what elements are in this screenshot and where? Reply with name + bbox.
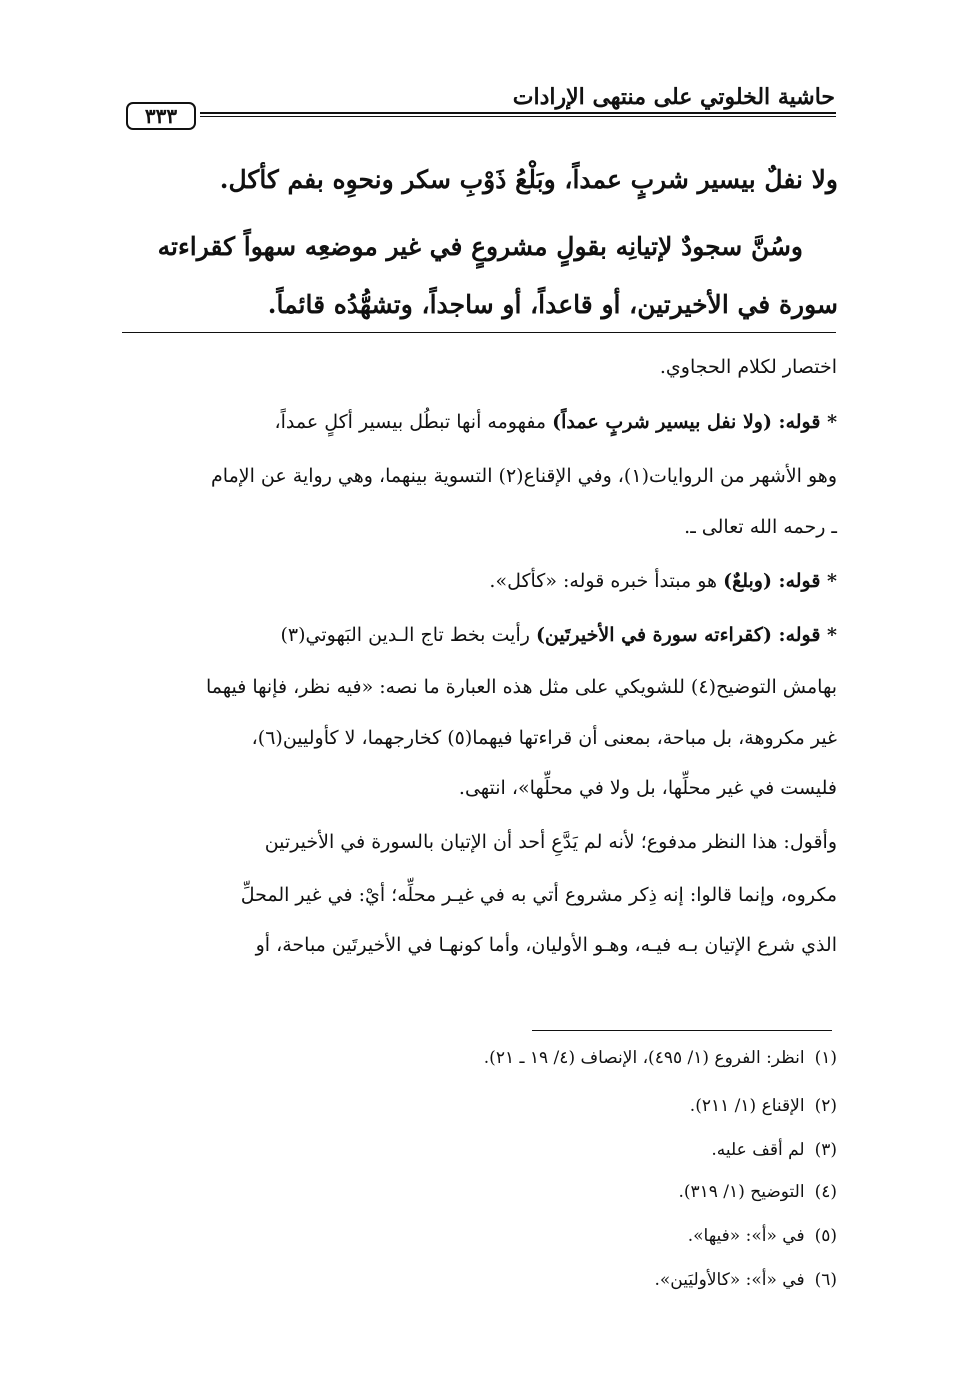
sharh-line-6: [281, 624, 838, 646]
sharh-line-11: [241, 884, 837, 906]
sharh-text: وهو الأشهر من الروايات(١)، وفي الإقناع(٢) التسوية بينهما، وهي رواية عن الإمام: [211, 465, 837, 487]
matn-line-3: سورة في الأخيرتين، أو قاعداً، أو ساجداً، وتشهُّدُه قائماً.: [267, 290, 838, 319]
footnote-number: (٦): [814, 1270, 837, 1290]
header-rule: [200, 112, 836, 117]
sharh-text: الذي شرع الإتيان بـه فيـه، وهـو الأوليان، وأما كونهـا في الأخيرتَين مباحة، أو: [255, 934, 837, 956]
footnote-number: (٢): [814, 1096, 837, 1116]
footnote-5: [688, 1226, 837, 1246]
footnote-text: انظر: الفروع (١/ ٤٩٥)، الإنصاف (٤/ ١٩ ـ ٢١).: [483, 1048, 805, 1068]
sharh-line-5: [489, 570, 837, 592]
footnote-text: في «أ»: «فيها».: [687, 1226, 805, 1246]
sharh-text: غير مكروهة، بل مباحة، بمعنى أن قراءتها فيهما(٥) كخارجهما، لا كأوليين(٦)،: [251, 727, 837, 749]
footnote-text: لم أقف عليه.: [711, 1140, 805, 1160]
footnote-number: (٤): [814, 1182, 837, 1202]
footnote-text: في «أ»: «كالأوليَين».: [654, 1270, 805, 1290]
page-number: ٣٣٣: [126, 102, 196, 130]
sharh-line-8: [252, 727, 837, 749]
sharh-text: هو مبتدأ خبره قوله: «كأكل».: [489, 570, 724, 592]
footnote-number: (٣): [814, 1140, 837, 1160]
running-header-title: حاشية الخلوتي على منتهى الإرادات: [512, 84, 835, 110]
sharh-text: ـ رحمه الله تعالى ـ.: [684, 516, 837, 538]
sharh-line-12: [256, 934, 837, 956]
sharh-lead: * قوله: (ولا نفل بيسير شربٍ عمداً): [552, 411, 837, 433]
sharh-line-1: [660, 356, 837, 378]
sharh-line-3: [211, 465, 837, 487]
sharh-line-9: [459, 777, 837, 799]
sharh-text: رأيت بخط تاج الـدين البَهوتي(٣): [280, 624, 536, 646]
matn-line-2: وسُنَّ سجودٌ لإتيانِه بقولٍ مشروعٍ في غير موضعِه سهواً كقراءته: [157, 232, 803, 261]
sharh-text: فليست في غير محلِّها، بل ولا في محلِّها»، انتهى.: [458, 777, 837, 799]
footnote-1: [484, 1048, 837, 1068]
sharh-line-7: [206, 676, 837, 698]
footnote-number: (١): [814, 1048, 837, 1068]
sharh-lead: * قوله: (كقراءته سورة في الأخيرتَين): [535, 624, 837, 646]
sharh-text: مكروه، وإنما قالوا: إنه ذِكر مشروع أتي به في غيـر محلِّه؛ أيْ: في غير المحلِّ: [240, 884, 837, 906]
footnote-number: (٥): [814, 1226, 837, 1246]
sharh-text: وأقول: هذا النظر مدفوع؛ لأنه لم يَدَّعِ أحد أن الإتيان بالسورة في الأخيرتين: [264, 831, 837, 853]
sharh-lead: * قوله: (وبلعٌ): [723, 570, 837, 592]
matn-separator-rule: [122, 332, 836, 333]
sharh-line-4: [684, 516, 837, 538]
sharh-line-10: [265, 831, 837, 853]
footnote-6: [654, 1270, 837, 1290]
footnote-text: الإقناع (١/ ٢١١).: [689, 1096, 805, 1116]
sharh-line-2: [274, 411, 837, 433]
footnote-2: [690, 1096, 837, 1116]
footnote-text: التوضيح (١/ ٣١٩).: [678, 1182, 805, 1202]
sharh-text: بهامش التوضيح(٤) للشويكي على مثل هذه العبارة ما نصه: «فيه نظر، فإنها فيهما: [205, 676, 837, 698]
footnote-3: [711, 1140, 837, 1160]
footnote-4: [678, 1182, 837, 1202]
sharh-text: اختصار لكلام الحجاوي.: [659, 356, 837, 378]
matn-line-1: ولا نفلٌ بيسير شربٍ عمداً، وبَلْعُ ذَوْبِ سكر ونحوِه بفم كأكل.: [219, 165, 838, 194]
footnote-separator-rule: [532, 1030, 832, 1031]
sharh-text: مفهومه أنها تبطُل بيسير أكلٍ عمداً،: [274, 411, 553, 433]
